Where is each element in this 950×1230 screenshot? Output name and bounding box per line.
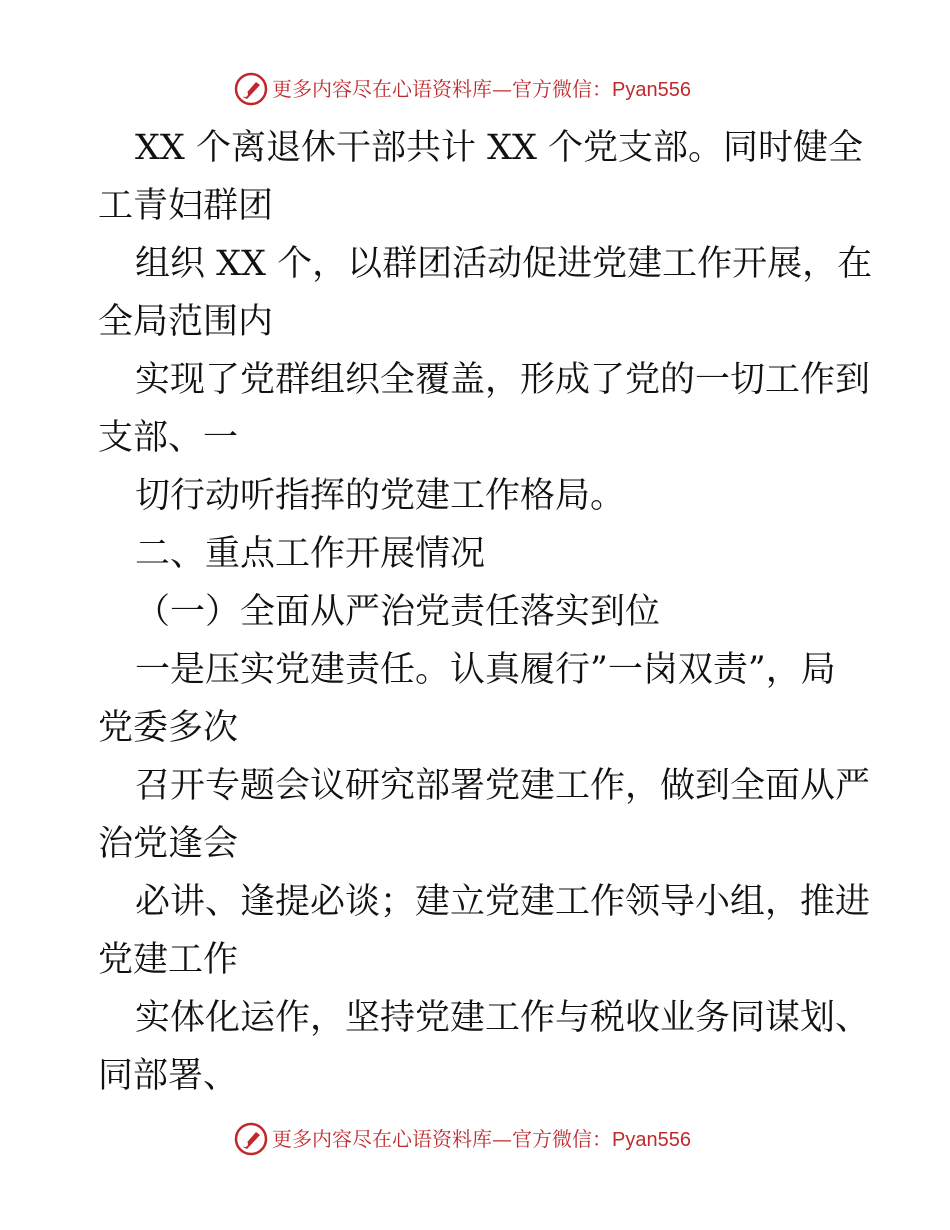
wechat-id: Pyan556 <box>612 79 691 101</box>
text-line: 党建工作 <box>98 940 239 980</box>
footer-watermark <box>0 1120 950 1160</box>
text-line: 实体化运作，坚持党建工作与税收业务同谋划、 <box>135 998 871 1038</box>
subsection-heading: （一）全面从严治党责任落实到位 <box>135 592 661 632</box>
wechat-id: Pyan556 <box>612 1129 691 1151</box>
text-line: 切行动听指挥的党建工作格局。 <box>135 476 626 516</box>
text-line: 治党逢会 <box>98 824 239 864</box>
watermark-text: 更多内容尽在心语资料库—官方微信：Pyan556 <box>272 77 691 101</box>
text-line: 一是压实党建责任。认真履行”一岗双责”，局 <box>135 650 836 690</box>
section-heading: 二、重点工作开展情况 <box>135 534 486 574</box>
pen-seal-logo-icon <box>234 72 268 106</box>
text-line: XX 个离退休干部共计 XX 个党支部。同时健全 <box>135 128 864 168</box>
pen-seal-logo-icon <box>234 1122 268 1156</box>
text-line: 工青妇群团 <box>98 186 274 226</box>
header-watermark <box>0 70 950 110</box>
text-line: 全局范围内 <box>98 302 274 342</box>
watermark-text: 更多内容尽在心语资料库—官方微信：Pyan556 <box>272 1127 691 1151</box>
text-line: 实现了党群组织全覆盖，形成了党的一切工作到 <box>135 360 871 400</box>
text-line: 必讲、逢提必谈；建立党建工作领导小组，推进 <box>135 882 871 922</box>
text-line: 党委多次 <box>98 708 239 748</box>
text-line: 同部署、 <box>98 1056 239 1096</box>
text-line: 支部、一 <box>98 418 239 458</box>
text-line: 组织 XX 个，以群团活动促进党建工作开展，在 <box>135 244 873 284</box>
text-line: 召开专题会议研究部署党建工作，做到全面从严 <box>135 766 871 806</box>
